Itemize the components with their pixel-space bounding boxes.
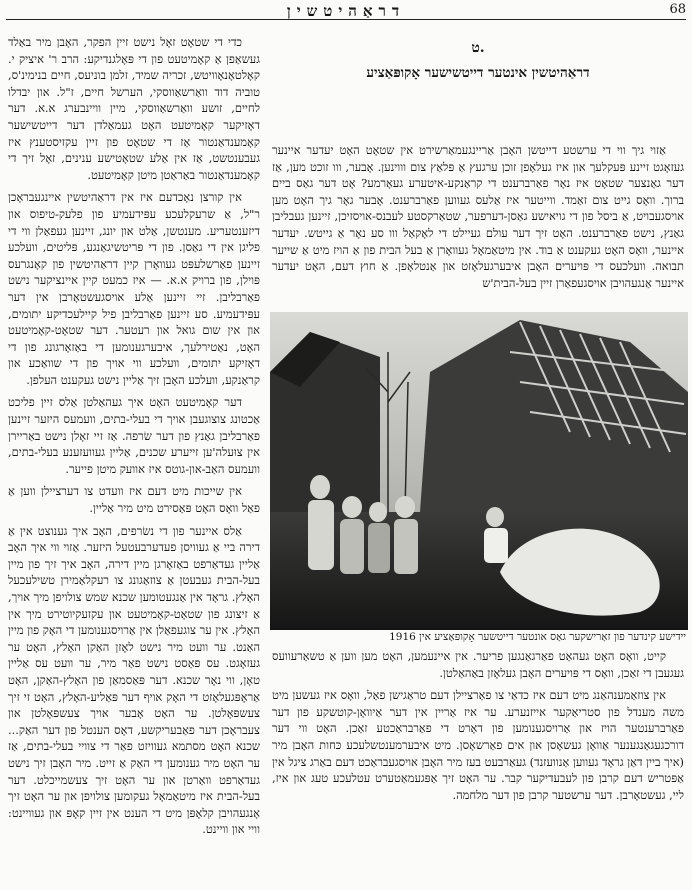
historical-photo bbox=[270, 312, 688, 630]
section-title: דראַהיטשין אינטער דייטשישער אָקופּאַציע bbox=[366, 65, 590, 81]
left-paragraph-2: אין קורצן נאָכדעם איז אין דראַהיטשין איינגעבראָכן ר"ל, אַ שרעקלעכע עפּידעמיע פון פלעק-טיפוס און דיזענטעריע. מענטשן, אַלט און יונג, זיינען געפאַלן ווי די פליגן אין די גאַסן. פון די פּריטשיגאַנגע, פּליטים, וועלכע זיינען פאַרשלעפּט געוואָרן קיין דראַהיטשין פון קאָנגרעס פּוילן, פון ברויק א.א. — איז כמעט קיין איינציקער נישט פאַרבליבן. זיי זיינען אַלע אויסגעשטאָרבן אין דער עפּידעמיע. סע זיינען פאַרבליבן פיל קיילעכדיקע יתומים, און אין שום גואל און רעטער. דער שטאָט-קאָמיטעט האָט, נאַטירלעך, איבערגענומען די באַזאָרגונג פון די דאָזיקע יתומים, וועלכע ווי אויך פון די שוואַכע און קראַנקע, וועלכע האָבן זיך אַליין נישט געקענט העלפן. bbox=[8, 190, 260, 387]
right-top-paragraph-1: אַזוי גיך ווי די ערשטע דייטשן האָבן אַריינגעמאַרשירט אין שטאָט האָט יעדער איינער געזאָגט זיינע פּעקלעך און איז געלאָפן זוכן ערגעץ אַ פּלאַץ צום וווינען. אָבער, ווו זוכט מען, אַז דער גאַנצער שטאָט איז נאָר פאַרברענט די קראַנקע-איטערע געאָרמע? אָט דער גאַס ביים ברוך. וואָס גייט צום זאַמד. ווייטער איז אַלעס געווען פאַרברענט. אָבער גאָר גיך האָט מען אויסגעבויט, אַ ביסל פון די גויאישע גאַסן-דערפער, שטאַרקסטע לעבנס-אויסזיכן, זיינען געבליבן גאַנץ, נישט פאַרברענט. האָט זיך דער עולם געיילט די לאָקאַל ווו סע נאָר אַ גייטש. יעדער איינער, וואָס האָט געקענט אַ בוד. אין מיטאַמאָל געוואָרן אַ בעל הבית פון אַ הויז מיט אַ שייער תבואה. וועלכעס די פּויערים האָבן איבערגעלאָזט און אַנטלאָפן. אַ חוץ דעם, האָט יעדער איינער אַנגעהויבן אויסגעפאַרן זיין בעל-הבית'ש bbox=[272, 143, 684, 290]
right-bottom-paragraph-1: קייט, וואָס האָט געהאַט פאַרגאַנגען פריער. אין איינעמען, האָט מען ווען אַ טשאַרעוועס געגעבן די זאַכן, וואָס די פּויערים האָבן געלאָזן באַהאַלטן. bbox=[272, 649, 684, 680]
left-paragraph-3: דער קאָמיטעט האָט איך געהאַלטן אַלס זיין פליכט אַכטונג צוצוגעבן אויך די בעלי-בתים, וועמעס היזער זיינען פאַרבליבן גאַנץ פון דער שׂרפה. אַז זיי זאָלן נישט באַריירן אין צוּעלה'ען זייערע שכנים, אַליין געוועזענע בעלי-בתים, וועמעס האַב-און-גוטס איז אוועק מיטן פייער. bbox=[8, 395, 260, 476]
photo-caption: יידישע קינדער פון זאַרישקער גאַס אונטער דייטשער אָקופּאַציע אין 1916 bbox=[389, 631, 686, 643]
left-column bbox=[8, 34, 260, 884]
section-number: ט. bbox=[471, 40, 485, 56]
header-rule bbox=[6, 19, 686, 20]
right-column-top bbox=[272, 142, 684, 310]
page-header bbox=[0, 0, 692, 20]
right-column-bottom bbox=[272, 648, 684, 886]
page-number: 68 bbox=[669, 2, 686, 17]
left-paragraph-5: אַלס איינער פון די נשׂרפים, האָב איך גענוצט אין אַ דירה ביי אַ געוויסן פעדערבעטעל היזער. אַזוי ווי איך האָב אַליין געדאַרפט באַזאָרגן מיין דירה, האָב איך זיך פון מיין בעל-הבית געבעטן אַ צוזאַגונג צו רעקלאַמירן טשילעכעל האָלץ. גראָד אין אַנגעטומען שכנא שמש צולויפן מיך אויך, אַ זיצונג פון שטאָט-קאָמיטעט און עקזעקיוטירט מיך אין האָלץ. אין ער צוגעפאַלן אין אַרויסגענומען די האָק פון מיין האַנט. ער וועט מיר נישט לאָזן האַקן האָלץ, האָט ער געזאָגט. עס פּאַסט נישט פאַר מיר, ער וועט עס אַליין טאָן, ווי נאָר שכנא. דער פּאַסמאַן פון האָלץ-האַקן, האָט אַראָפּגעלאָזט די האָק אויף דער פּאַליע-האָלץ, האָט זי זיך צעשפּאָלטן. ער האָט אָבער אויך צעשפּאָלטן און צעבראָכן דער פאַבעריקשע, דאָס הענטל פון דער האַק... שכנא האָט מסתמא געוויזט פאַר די צוויי בעלי-בתים, אַז ער האָט מיר גענומען די האַק אַ זייט. מיר האָבן זיך נישט געדאַרפט וואַרטן און ער האָט זיך צעשמייכלט. דער בעל-הבית איז מיטאַמאָל געקומען צולויפן און ער האָט זיך אָנגעהויבן קלאָפּן מיט די הענט אין זיין קאָפּ און געוויינט: וויי און וויינט. bbox=[8, 523, 260, 837]
right-bottom-paragraph-2: אין צוזאַמענהאַנג מיט דעם איז כדאַי צו פאַרציילן דעם טראַגישן פאַל, וואָס איז געשען מיט משה מענדל פון סטריאַקער אייזנערע. ער איז אַריין אין דער אַיוואָן-קוטשקע פון דער פאַרברענטער הויז און אַרויסגענומען פון דאָרט די פאַרבראַכטע זאַכן. האָט ווי דער דורכגעגאַנגענער אַוואָן געשאָסן און אים פאַרשאָסן. מיט איבערמענטשלעכע כּחות האָבן מיר (איך ביין דאַן גראָד געווען אַנוועזנד) געאַרבעט בעז מיר האָבן אויסגעבראַכט דעם באַרג ציגל אין אַפּטריש דעם קרבן פון לעבעדיקער קבר. ער האָט זיך אַפּגעמאַטערט עטלעכע טעג און איז, ליי, געשטאָרבן. דער ערשטער קרבן פון דער מלחמה. bbox=[272, 688, 684, 802]
left-paragraph-4: אין שייכות מיט דעם איז וועדט צו דערציילן ווען אַ פאַל וואָס האָט פּאַסירט מיט מיר אַליין. bbox=[8, 484, 260, 516]
running-title: דראַהיטשין bbox=[286, 2, 406, 20]
left-paragraph-1: כדי די שטאָט זאָל נישט זיין הפקר, האָבן מיר באַלד געשאַפן אַ קאָמיטעט פון די פּאָלגנדיקע: הרב ר' איציק י. קאָלטאָנאָוויטש, זכריה שמיד, זלמן בוניעס, חיים בנימינ'ס, טוביה דוד וואַרשאַווסקי, הערשל חיים, ז"ל. און יבדלו לחיים, זושע וואַרשאַווסקי, מיין וויינבערג א.א. דער דאָזיקער קאָמיטעט האָט געמאַלדן דער דייטשישער קאָמענדאַנטור אַז די שטאָט פון זיין עקזיסטענץ איז געבענטשט, אַז אין אַלע שטאָטישע ענינים, זאָל זיך די קאָמענדאַנטור באַראַטן מיטן קאָמיטעט. bbox=[8, 35, 260, 182]
photo-illustration bbox=[270, 312, 688, 630]
